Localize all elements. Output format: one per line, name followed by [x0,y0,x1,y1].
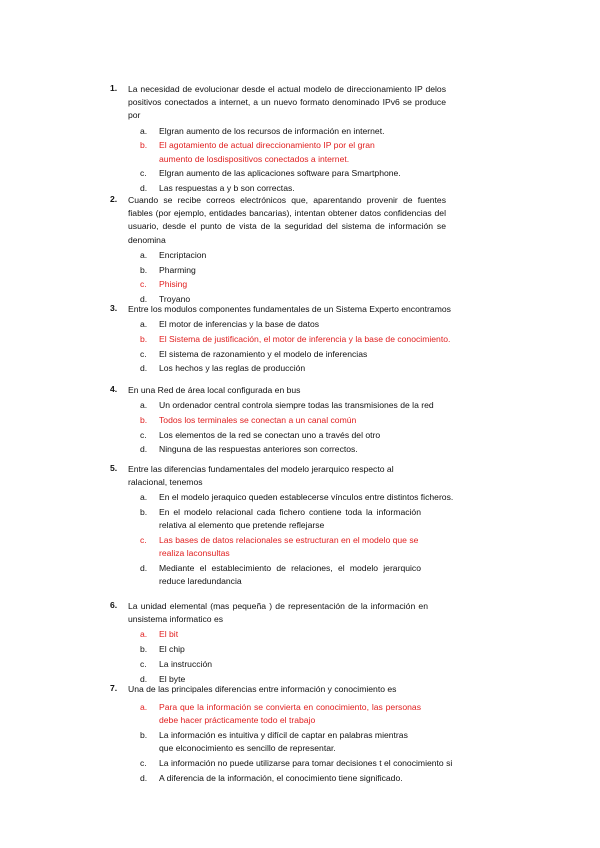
option-text: Los elementos de la red se conectan uno a través del otro [159,429,381,440]
option-letter: d. [140,293,148,304]
option-letter: d. [140,772,148,783]
option-letter: a. [140,702,148,713]
question-number: 4. [110,384,118,394]
options-list [140,125,490,196]
question-number: 7. [110,683,118,693]
option-text: Las bases de datos relacionales se estructuran en el modelo que se realiza laconsultas [159,535,419,559]
option-text: La información no puede utilizarse para tomar decisiones t el conocimiento si [159,758,453,769]
question-text: Una de las principales diferencias entre información y conocimiento es [128,684,397,694]
options-list [140,628,490,685]
question-number: 6. [110,600,118,610]
option-letter: b. [140,333,148,344]
option-b [140,729,409,755]
option-text: Phising [159,279,188,290]
option-text: El agotamiento de actual direccionamiento IP por el gran aumento de losdispositivos conectados a internet. [159,140,375,164]
option-d [140,562,421,588]
question-5 [110,463,490,590]
option-text: Las respuestas a y b son correctas. [159,182,295,193]
option-text: En el modelo jeraquico queden establecerse vínculos entre distintos ficheros. [159,492,454,503]
option-b-correct [140,414,490,427]
options-list [140,249,490,306]
option-d [140,443,490,456]
option-a-correct [140,628,490,641]
option-letter: c. [140,429,147,440]
option-a [140,399,490,412]
option-letter: b. [140,644,148,655]
option-text: Pharming [159,264,196,275]
option-a [140,318,490,331]
option-text: Todos los terminales se conectan a un canal común [159,414,357,425]
option-letter: b. [140,414,148,425]
option-text: El bit [159,629,179,640]
question-6 [110,600,490,687]
option-c [140,348,490,361]
option-b [140,264,490,277]
option-c-correct [140,534,421,560]
option-letter: a. [140,492,148,503]
option-letter: a. [140,319,148,330]
option-c [140,167,490,180]
options-list [140,318,490,375]
option-letter: b. [140,730,148,741]
option-a [140,249,490,262]
option-text: Mediante el establecimiento de relaciones, el modelo jerarquico reduce laredundancia [159,562,421,587]
question-text: Entre los modulos componentes fundamentales de un Sistema Experto encontramos [128,304,451,314]
question-text: La necesidad de evolucionar desde el actual modelo de direccionamiento IP delos positivos conectados a internet, a un nuevo formato denominado IPv6 se produce por [128,84,446,121]
question-text: Cuando se recibe correos electrónicos que, aparentando provenir de fuentes fiables (por ejemplo, entidades bancarias), intentan obtener datos confidencias del usuario, desde el punto de vista de la seguridad del sistema de información se denomina [128,195,446,245]
option-letter: b. [140,507,148,518]
options-list [140,701,490,785]
option-letter: c. [140,348,147,359]
option-text: Para que la información se convierta en conocimiento, las personas debe hacer prácticamente todo el trabajo [159,702,421,726]
question-number: 3. [110,303,118,313]
option-text: Ninguna de las respuestas anteriores son correctos. [159,444,358,455]
option-a [140,125,490,138]
question-2 [110,194,490,308]
option-letter: a. [140,400,148,411]
question-number: 5. [110,463,118,473]
option-letter: d. [140,673,148,684]
option-letter: a. [140,125,148,136]
option-letter: b. [140,264,148,275]
option-b [140,643,490,656]
option-letter: d. [140,363,148,374]
question-text: La unidad elemental (mas pequeña ) de representación de la información en unsistema informatico es [128,601,428,625]
option-a-correct [140,701,421,727]
option-c [140,658,490,671]
option-letter: c. [140,168,147,179]
option-text: Encriptacion [159,249,207,260]
options-list [140,399,490,456]
option-letter: b. [140,140,148,151]
option-text: Troyano [159,293,191,304]
option-text: Los hechos y las reglas de producción [159,363,306,374]
option-b [140,506,421,532]
question-4 [110,384,490,458]
question-number: 2. [110,194,118,204]
option-text: El Sistema de justificación, el motor de inferencia y la base de conocimiento. [159,333,451,344]
option-c [140,429,490,442]
option-text: En el modelo relacional cada fichero contiene toda la información relativa al elemento que pretende reflejarse [159,507,421,531]
options-list [140,491,490,588]
option-c-correct [140,278,490,291]
option-letter: d. [140,562,148,573]
option-letter: a. [140,629,148,640]
option-text: La información es intuitiva y difícil de captar en palabras mientras que elconocimiento es sencillo de representar. [159,730,408,754]
option-letter: c. [140,535,147,546]
option-b-correct [140,139,389,165]
option-letter: c. [140,658,147,669]
option-text: Un ordenador central controla siempre todas las transmisiones de la red [159,400,434,411]
question-3 [110,303,490,377]
option-letter: c. [140,758,147,769]
question-1 [110,83,490,197]
question-number: 1. [110,83,118,93]
option-letter: d. [140,182,148,193]
option-text: Elgran aumento de las aplicaciones software para Smartphone. [159,168,401,179]
option-text: El byte [159,673,186,684]
question-text: En una Red de área local configurada en bus [128,385,301,395]
question-text: Entre las diferencias fundamentales del modelo jerarquico respecto al ralacional, tenemos [128,464,394,488]
option-c [140,757,499,770]
option-letter: d. [140,444,148,455]
option-text: Elgran aumento de los recursos de información en internet. [159,125,385,136]
option-d [140,362,490,375]
option-text: El motor de inferencias y la base de datos [159,319,320,330]
option-d [140,772,499,785]
option-b-correct [140,333,490,346]
option-letter: a. [140,249,148,260]
option-text: El sistema de razonamiento y el modelo de inferencias [159,348,368,359]
option-text: La instrucción [159,658,213,669]
option-text: A diferencia de la información, el conocimiento tiene significado. [159,772,403,783]
option-text: El chip [159,644,185,655]
option-a [140,491,499,504]
question-7 [110,683,490,786]
option-letter: c. [140,279,147,290]
